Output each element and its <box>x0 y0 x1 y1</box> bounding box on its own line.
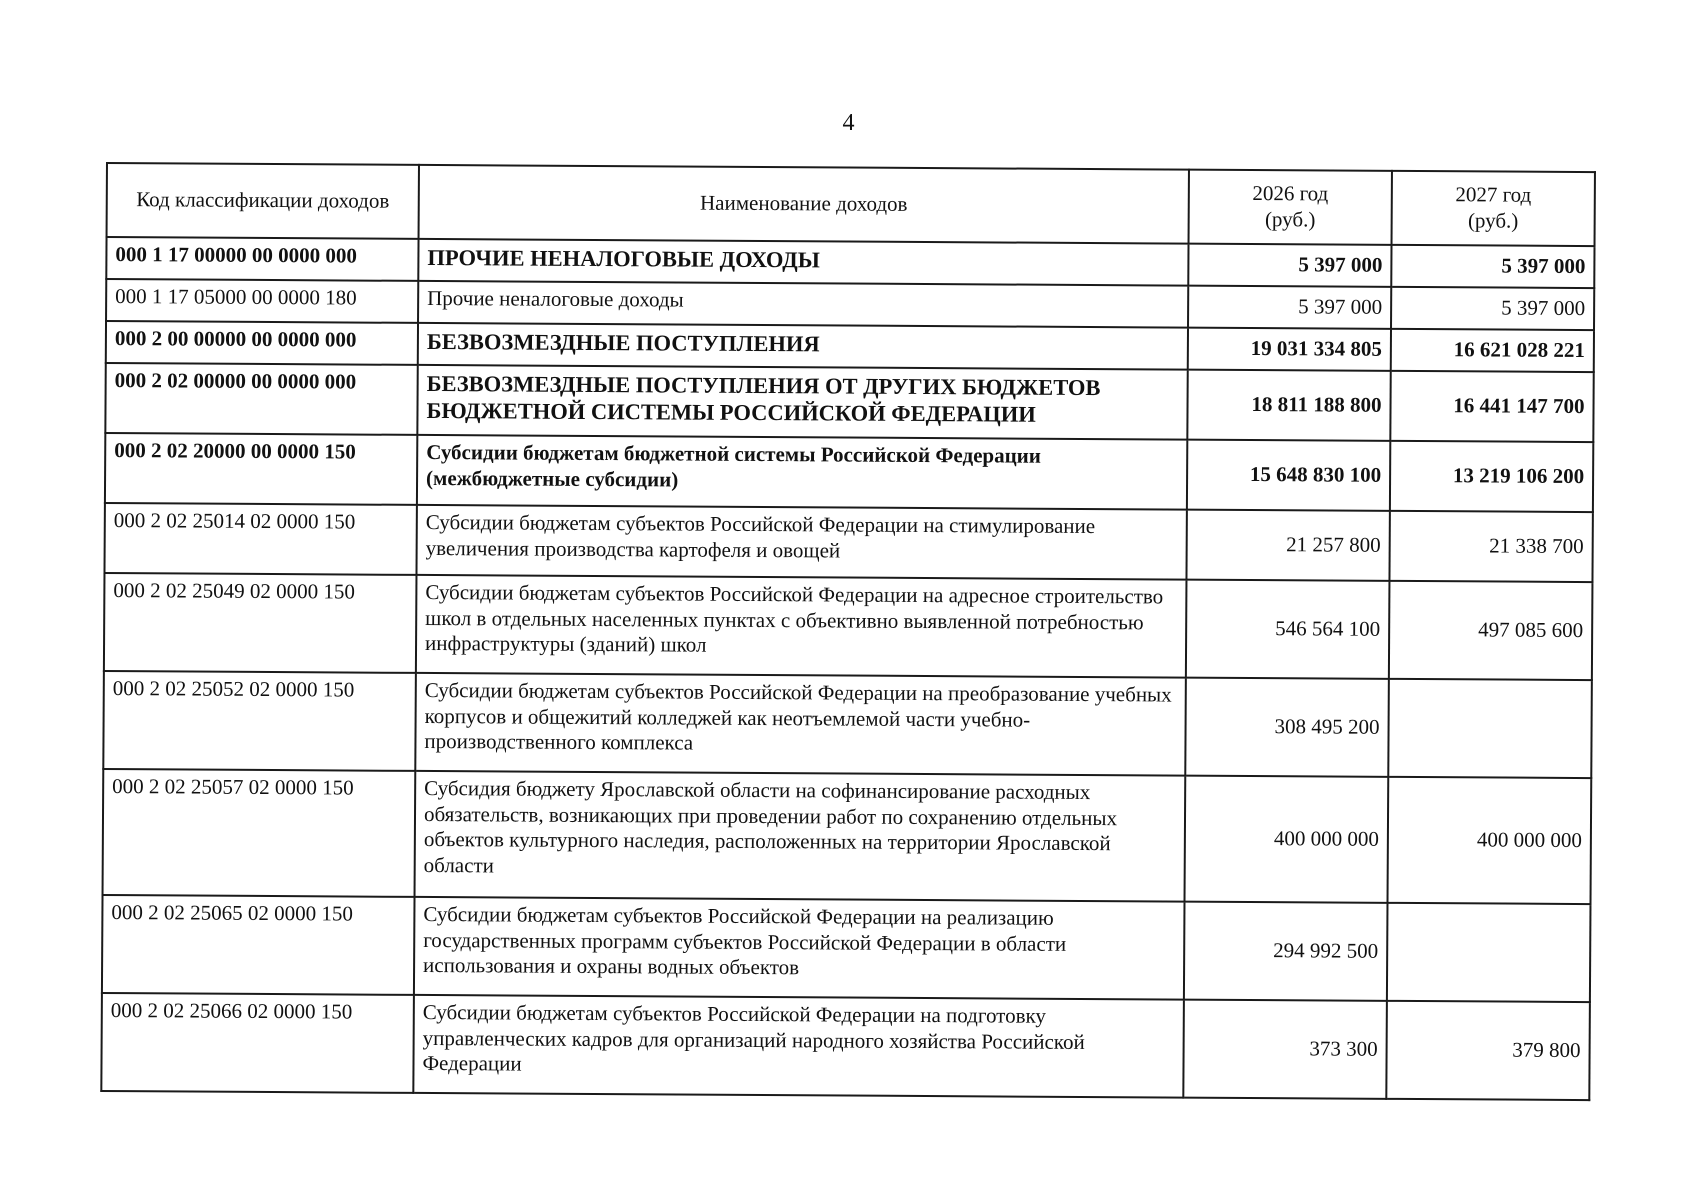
row-name: Прочие неналоговые доходы <box>418 281 1188 328</box>
row-code: 000 2 02 25049 02 0000 150 <box>104 573 417 673</box>
row-code: 000 2 02 20000 00 0000 150 <box>105 433 417 505</box>
row-value-2027: 21 338 700 <box>1389 511 1592 582</box>
row-code: 000 2 02 00000 00 0000 000 <box>105 363 417 435</box>
page-number: 4 <box>842 110 855 136</box>
row-value-2026: 15 648 830 100 <box>1187 440 1390 511</box>
row-value-2027: 5 397 000 <box>1391 287 1594 330</box>
header-year-2027 <box>1392 171 1595 246</box>
row-code: 000 2 00 00000 00 0000 000 <box>106 321 418 365</box>
row-name: Субсидии бюджетам бюджетной системы Российской Федерации (межбюджетные субсидии) <box>417 435 1187 510</box>
row-code: 000 2 02 25065 02 0000 150 <box>102 895 415 995</box>
table-header-row <box>107 163 1595 246</box>
row-value-2026: 294 992 500 <box>1184 902 1388 1001</box>
row-value-2027: 13 219 106 200 <box>1390 441 1593 512</box>
row-name: Субсидии бюджетам субъектов Российской Федерации на реализацию государственных программ субъектов Российской Федерации в области использования и охраны водных объектов <box>414 897 1185 1000</box>
row-value-2026: 18 811 188 800 <box>1187 370 1390 441</box>
row-name: Субсидии бюджетам субъектов Российской Федерации на преобразование учебных корпусов и общежитий колледжей как неотъемлемой части учебно-производственного комплекса <box>415 673 1186 776</box>
header-year-2026-label: 2026 год <box>1252 181 1329 206</box>
row-value-2026: 5 397 000 <box>1188 244 1391 287</box>
row-value-2027: 379 800 <box>1386 1001 1590 1100</box>
row-name: БЕЗВОЗМЕЗДНЫЕ ПОСТУПЛЕНИЯ <box>418 323 1188 370</box>
header-year-2027-label: 2027 год <box>1455 182 1532 208</box>
row-value-2027 <box>1388 679 1592 778</box>
row-value-2027: 16 621 028 221 <box>1391 329 1594 372</box>
row-value-2026: 546 564 100 <box>1186 580 1390 679</box>
row-value-2026: 5 397 000 <box>1188 286 1391 329</box>
header-name: Наименование доходов <box>419 165 1189 244</box>
row-value-2026: 373 300 <box>1183 1000 1387 1099</box>
row-value-2027 <box>1387 903 1591 1002</box>
income-table <box>100 162 1596 1101</box>
row-code: 000 1 17 00000 00 0000 000 <box>106 237 418 281</box>
row-code: 000 1 17 05000 00 0000 180 <box>106 279 418 323</box>
row-value-2026: 21 257 800 <box>1186 510 1389 581</box>
table-row <box>104 503 1592 582</box>
row-code: 000 2 02 25052 02 0000 150 <box>103 671 416 771</box>
table-row <box>105 363 1593 442</box>
table-row <box>103 671 1592 778</box>
row-name: Субсидии бюджетам субъектов Российской Федерации на стимулирование увеличения производства картофеля и овощей <box>416 505 1186 580</box>
header-year-2027-unit: (руб.) <box>1467 208 1519 233</box>
row-name: Субсидии бюджетам субъектов Российской Федерации на адресное строительство школ в отдельных населенных пунктах с объективно выявленной потребностью инфраструктуры (зданий) школ <box>416 575 1187 678</box>
row-code: 000 2 02 25066 02 0000 150 <box>101 993 414 1093</box>
table-row <box>103 769 1592 904</box>
row-name: БЕЗВОЗМЕЗДНЫЕ ПОСТУПЛЕНИЯ ОТ ДРУГИХ БЮДЖЕТОВ БЮДЖЕТНОЙ СИСТЕМЫ РОССИЙСКОЙ ФЕДЕРАЦИИ <box>417 365 1187 440</box>
table-row <box>102 895 1591 1002</box>
row-name: Субсидия бюджету Ярославской области на софинансирование расходных обязательств, возникающих при проведении работ по сохранению отдельных объектов культурного наследия, расположенных на территории Ярославской области <box>415 771 1186 902</box>
row-value-2027: 5 397 000 <box>1391 245 1594 288</box>
row-value-2027: 16 441 147 700 <box>1390 371 1593 442</box>
header-year-2026-unit: (руб.) <box>1264 207 1316 232</box>
table-row <box>101 993 1590 1100</box>
row-value-2027: 497 085 600 <box>1389 581 1593 680</box>
header-code: Код классификации доходов <box>107 163 419 239</box>
row-value-2026: 308 495 200 <box>1185 678 1389 777</box>
table-row <box>105 433 1593 512</box>
row-value-2026: 19 031 334 805 <box>1188 328 1391 371</box>
row-value-2027: 400 000 000 <box>1387 777 1591 904</box>
row-value-2026: 400 000 000 <box>1185 776 1389 903</box>
table-row <box>104 573 1593 680</box>
row-name: Субсидии бюджетам субъектов Российской Федерации на подготовку управленческих кадров для организаций народного хозяйства Российской Федерации <box>413 995 1184 1098</box>
header-year-2026 <box>1189 170 1392 245</box>
row-code: 000 2 02 25057 02 0000 150 <box>103 769 416 897</box>
row-name: ПРОЧИЕ НЕНАЛОГОВЫЕ ДОХОДЫ <box>418 239 1188 286</box>
row-code: 000 2 02 25014 02 0000 150 <box>104 503 416 575</box>
